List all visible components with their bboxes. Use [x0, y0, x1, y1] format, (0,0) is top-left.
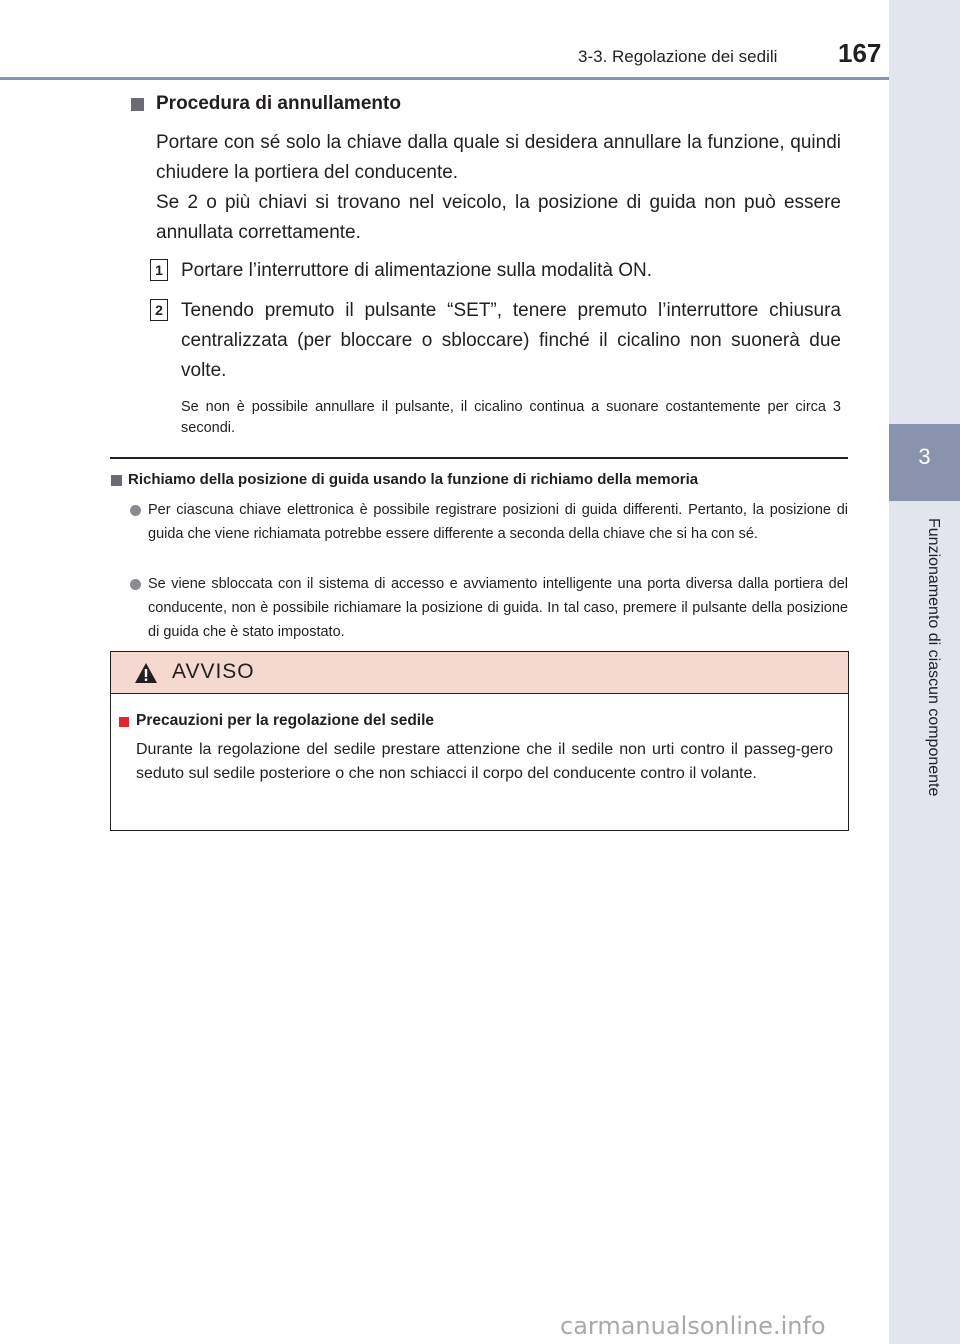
step-text-2: Tenendo premuto il pulsante “SET”, tenere premuto l’interruttore chiusura centralizzata (per bloccare o sbloccare) finché il cicalino non suonerà due volte.	[181, 300, 841, 381]
bullet-dot-icon	[130, 579, 141, 590]
warning-body: Durante la regolazione del sedile prestare attenzione che il sedile non urti contro il passeg-gero seduto sul sedile posteriore o che non schiacci il corpo del conducente contro il volante.	[136, 741, 833, 782]
header-rule	[0, 77, 960, 80]
paragraph-1: Portare con sé solo la chiave dalla quale si desidera annullare la funzione, quindi chiudere la portiera del conducente.	[156, 132, 841, 183]
watermark: carmanualsonline.info	[560, 1312, 826, 1340]
warning-triangle-icon	[134, 662, 158, 684]
chapter-number: 3	[918, 444, 931, 469]
step-number-1: 1	[150, 259, 168, 281]
warning-heading	[119, 712, 434, 730]
procedure-heading	[131, 93, 401, 115]
page-number: 167	[838, 38, 882, 68]
procedure-note: Se non è possibile annullare il pulsante, il cicalino continua a suonare costantemente per circa 3 secondi.	[181, 399, 841, 436]
red-square-icon	[119, 717, 129, 727]
section-divider	[110, 457, 848, 459]
paragraph-2: Se 2 o più chiavi si trovano nel veicolo, la posizione di guida non può essere annullata correttamente.	[156, 192, 841, 243]
square-bullet-icon	[111, 475, 122, 486]
list-item: Per ciascuna chiave elettronica è possibile registrare posizioni di guida differenti. Pertanto, la posizione di guida che viene richiamata potrebbe essere differente a seconda della chiave che si ha con sé.	[148, 502, 848, 542]
step-text-1: Portare l’interruttore di alimentazione sulla modalità ON.	[181, 260, 652, 281]
chapter-title: Funzionamento di ciascun componente	[925, 518, 942, 797]
notes-heading-text: Richiamo della posizione di guida usando la funzione di richiamo della memoria	[128, 471, 699, 488]
notes-heading	[111, 471, 698, 488]
bullet-dot-icon	[130, 505, 141, 516]
list-item: Se viene sbloccata con il sistema di accesso e avviamento intelligente una porta diversa dalla portiera del conducente, non è possibile richiamare la posizione di guida. In tal caso, premere il pulsante della posizione di guida che è stato impostato.	[148, 576, 848, 640]
square-bullet-icon	[131, 98, 144, 111]
section-title: 3-3. Regolazione dei sedili	[578, 47, 778, 66]
step-number-2: 2	[150, 299, 168, 321]
procedure-heading-text: Procedura di annullamento	[156, 93, 401, 114]
warning-title: AVVISO	[172, 660, 255, 683]
warning-heading-text: Precauzioni per la regolazione del sedile	[136, 712, 435, 729]
